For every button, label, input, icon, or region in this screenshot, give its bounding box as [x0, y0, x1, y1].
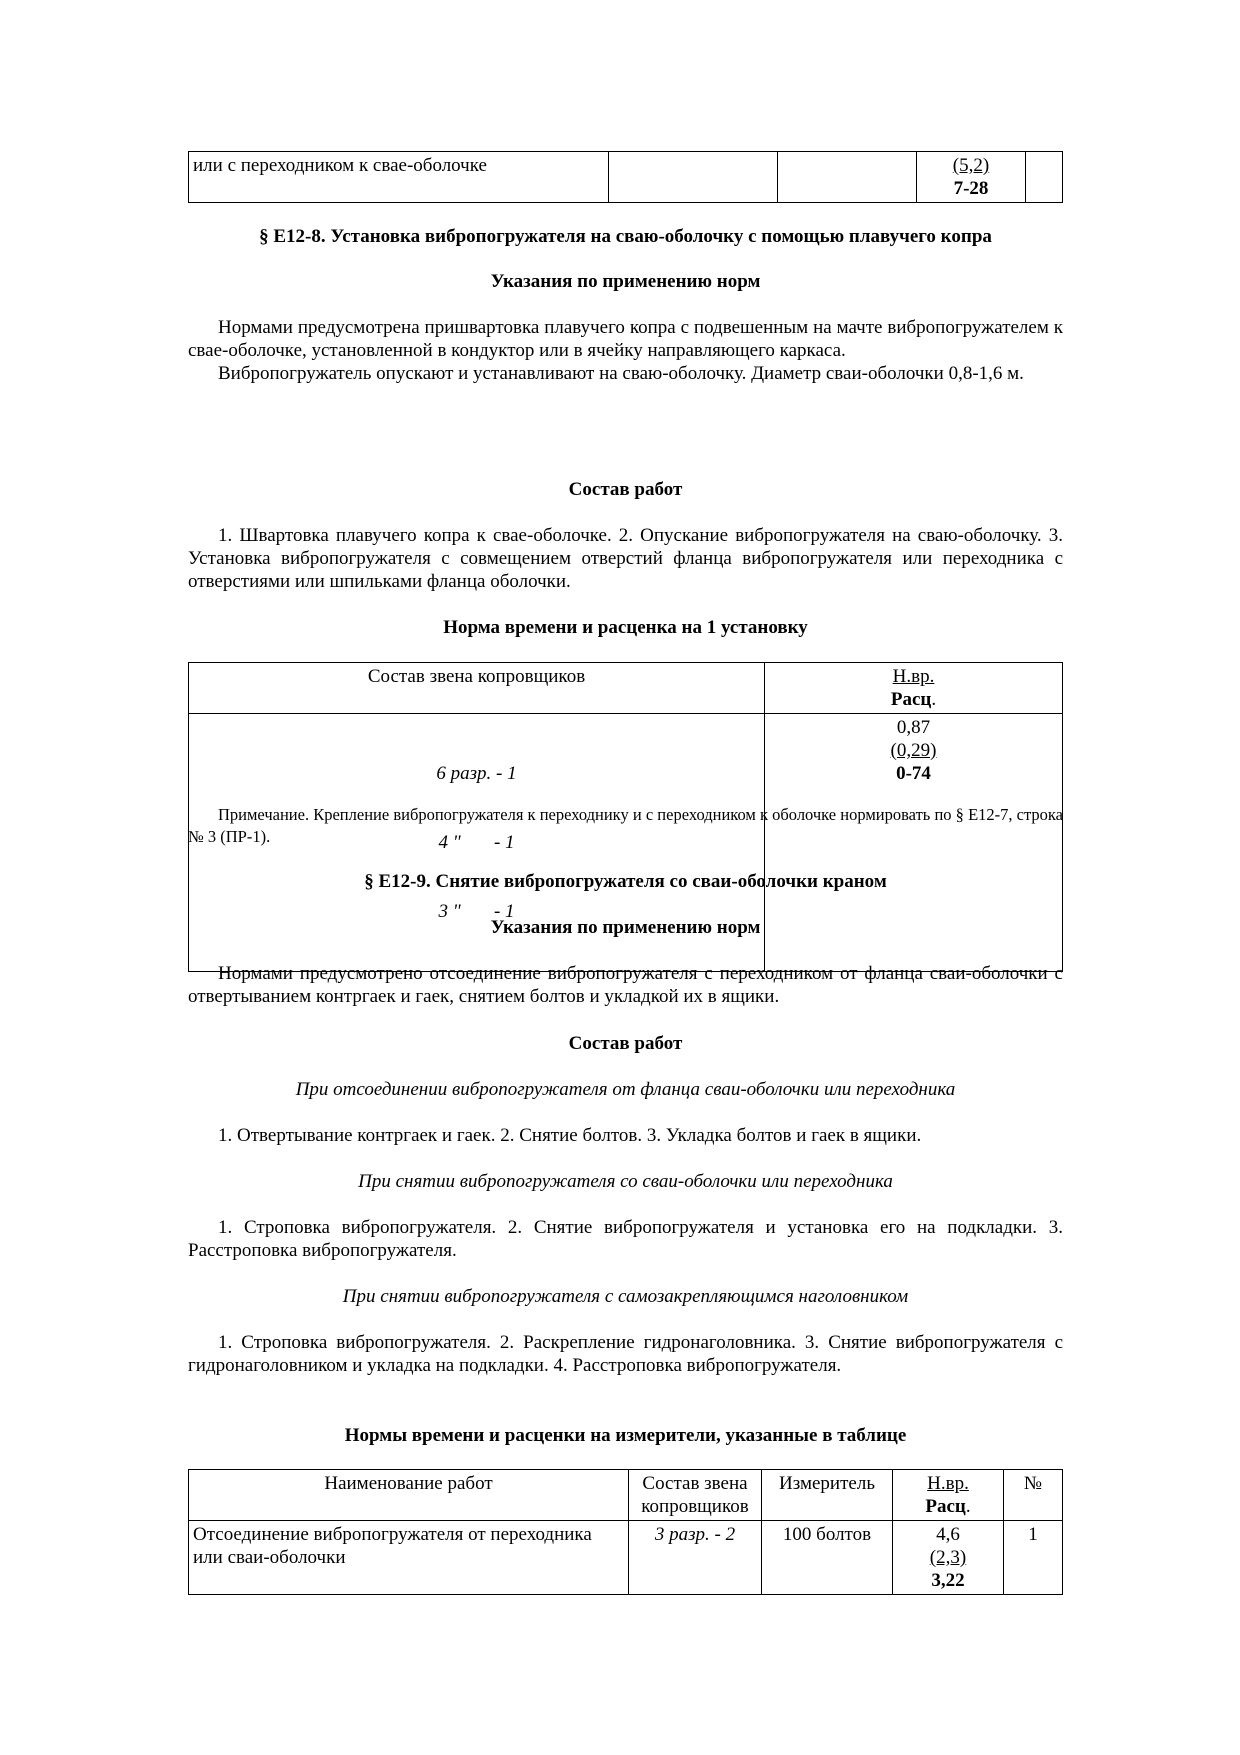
- work-composition-title: Состав работ: [568, 1033, 683, 1054]
- paragraph: Нормами предусмотрено отсоединение вибропогружателя с переходником от фланца сваи-оболочки с отвертыванием контргаек и гаек, снятием болтов и укладкой их в ящики.: [188, 963, 1063, 1007]
- work-step-text: [188, 1331, 1063, 1377]
- section-e12-8-title: § Е12-8. Установка вибропогружателя на сваю-оболочку с помощью плавучего копра: [259, 226, 992, 247]
- rate-paren: (5,2): [952, 155, 990, 176]
- rate-bold: 7-28: [953, 178, 989, 199]
- crew-line: 6 разр. - 1: [436, 763, 517, 784]
- norm-label: Н.вр.: [927, 1473, 969, 1494]
- crew-line: 4 " - 1: [438, 832, 515, 853]
- empty-cell: [609, 152, 778, 203]
- rate-cell: [917, 152, 1026, 203]
- header-crew: Состав звена копровщиков: [629, 1470, 762, 1521]
- paragraph: 1. Отвертывание контргаек и гаек. 2. Снятие болтов. 3. Укладка болтов и гаек в ящики.: [218, 1125, 922, 1146]
- rate-paren: (0,29): [890, 740, 937, 761]
- crew-line: 3 " - 1: [438, 901, 515, 922]
- row-number-cell: 1: [1004, 1521, 1063, 1595]
- rate-label-dot: .: [931, 689, 937, 710]
- work-step-text: [188, 1124, 1063, 1147]
- paragraph: Нормами предусмотрена пришвартовка плавучего копра с подвешенным на мачте вибропогружателем к свае-оболочке, установленной в кондуктор или в ячейку направляющего каркаса.: [188, 317, 1063, 361]
- unit-cell: 100 болтов: [762, 1521, 893, 1595]
- subheading: При отсоединении вибропогружателя от фланца сваи-оболочки или переходника: [295, 1079, 956, 1100]
- rate-bold: 3,22: [931, 1570, 965, 1591]
- norm-value: 4,6: [936, 1524, 960, 1545]
- header-unit: Измеритель: [762, 1470, 893, 1521]
- norms-title: Нормы времени и расценки на измерители, указанные в таблице: [344, 1425, 907, 1446]
- section-e12-9-title: § Е12-9. Снятие вибропогружателя со сваи-оболочки краном: [364, 871, 887, 892]
- header-norm: [765, 663, 1063, 714]
- row-label: или с переходником к свае-оболочке: [189, 152, 609, 203]
- rate-label: Расц: [890, 689, 932, 710]
- empty-cell: [1026, 152, 1063, 203]
- subheading: При снятии вибропогружателя с самозакрепляющимся наголовником: [342, 1286, 909, 1307]
- header-work: Наименование работ: [189, 1470, 629, 1521]
- guidance-title: Указания по применению норм: [490, 271, 761, 292]
- guidance-title: Указания по применению норм: [490, 917, 761, 938]
- norm-value: 0,87: [896, 717, 931, 738]
- crew-cell: 3 разр. - 2: [629, 1521, 762, 1595]
- guidance-text: [188, 962, 1063, 1008]
- norm-label: Н.вр.: [892, 666, 935, 687]
- guidance-text: [188, 316, 1063, 385]
- paragraph: 1. Строповка вибропогружателя. 2. Снятие вибропогружателя и установка его на подкладки. 3. Расстроповка вибропогружателя.: [188, 1217, 1063, 1261]
- rate-label: Расц: [925, 1496, 966, 1517]
- work-composition-title: Состав работ: [568, 479, 683, 500]
- rate-paren: (2,3): [929, 1547, 967, 1568]
- note-text: Примечание. Крепление вибропогружателя к переходнику и с переходником к оболочке нормировать по § Е12-7, строка № 3 (ПР-1).: [188, 805, 1063, 846]
- norms-table: [188, 1469, 1063, 1595]
- table-note: [188, 804, 1063, 848]
- work-step-text: [188, 1216, 1063, 1262]
- rate-label-dot: .: [965, 1496, 971, 1517]
- paragraph: Вибропогружатель опускают и устанавливают на сваю-оболочку. Диаметр сваи-оболочки 0,8-1,6 м.: [218, 363, 1024, 384]
- work-composition-text: [188, 524, 1063, 593]
- header-crew: Состав звена копровщиков: [189, 663, 765, 714]
- empty-cell: [778, 152, 917, 203]
- work-name-cell: Отсоединение вибропогружателя от переходника или сваи-оболочки: [189, 1521, 629, 1595]
- header-norm: [893, 1470, 1004, 1521]
- rate-bold: 0-74: [896, 763, 931, 784]
- paragraph: 1. Строповка вибропогружателя. 2. Раскрепление гидронаголовника. 3. Снятие вибропогружателя с гидронаголовником и укладка на подкладки. 4. Расстроповка вибропогружателя.: [188, 1332, 1063, 1376]
- paragraph: 1. Швартовка плавучего копра к свае-оболочке. 2. Опускание вибропогружателя на сваю-оболочку. 3. Установка вибропогружателя с совмещением отверстий фланца вибропогружателя или переходника с отверстиями или шпильками фланца оболочки.: [188, 525, 1063, 592]
- header-number: №: [1004, 1470, 1063, 1521]
- norm-title: Норма времени и расценка на 1 установку: [443, 617, 808, 638]
- norm-cell: [893, 1521, 1004, 1595]
- continued-table: [188, 151, 1063, 203]
- subheading: При снятии вибропогружателя со сваи-оболочки или переходника: [358, 1171, 893, 1192]
